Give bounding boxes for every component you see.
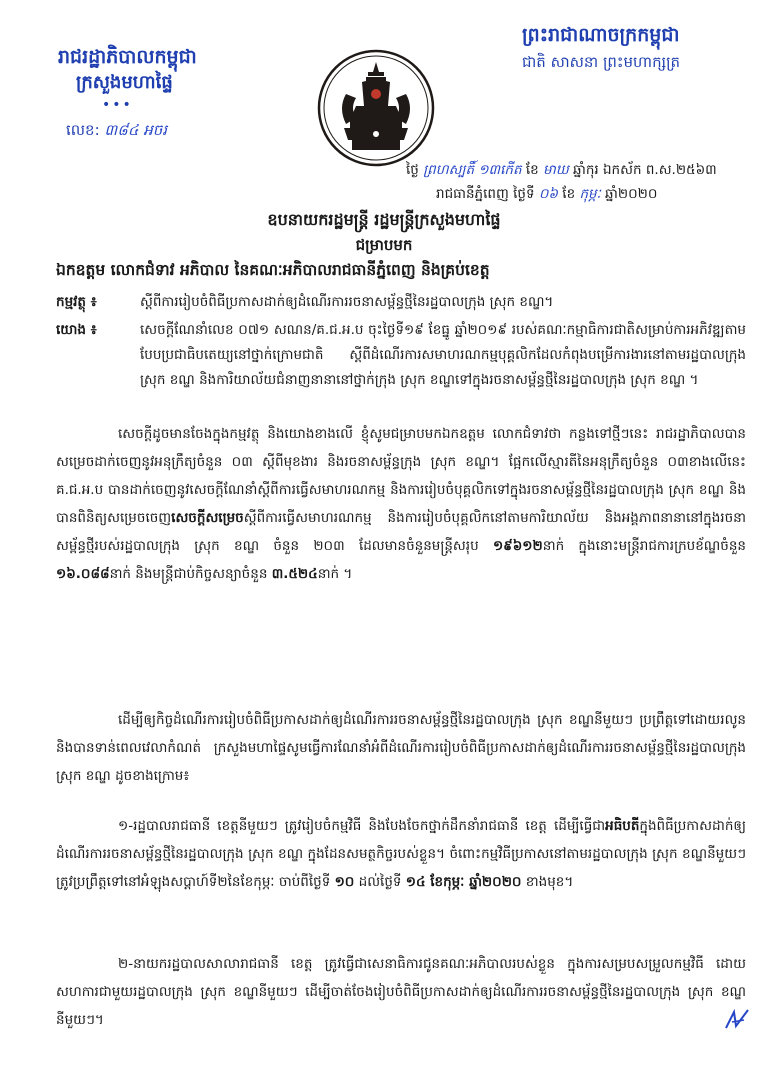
to-label: ជម្រាបមក [355,236,413,254]
recipient-line: ឯកឧត្តម លោកជំទាវ អភិបាល នៃគណៈអភិបាលរាជធានីភ្នំពេញ និងគ្រប់ខេត្ត [56,261,490,279]
reference-number [66,118,258,142]
paragraph-item-2: ២-នាយករដ្ឋបាលសាលារាជធានី ខេត្ត ត្រូវធ្វើជាសេនាធិការជូនគណៈអភិបាលរបស់ខ្លួន ក្នុងការសម្របសម្រួលកម្មវិធី ដោយសហការជាមួយរដ្ឋបាលក្រុង ស្រុក ខណ្ឌនីមួយៗ ដើម្បីចាត់ចែងរៀបចំពិធីប្រកាសដាក់ឲ្យដំណើរការរចនាសម្ព័ន្ធថ្មីនៃរដ្ឋបាលក្រុង ស្រុក ខណ្ឌនីមួយៗ។ [56,956,746,1028]
lunar-year: ឆ្នាំកុរ ឯកស័ក ព.ស.២៥៦៣ [572,162,717,178]
reference-row-label: យោង ៖ [56,322,97,338]
date-block [406,158,746,206]
lunar-month-label: ខែ [525,162,539,178]
paragraph-text: ដល់ថ្ងៃទី [354,874,406,890]
ministry-header [58,44,258,142]
lunar-prefix: ថ្ងៃ [406,162,419,178]
paragraph-item-1 [56,812,746,896]
bold-number: ១៦.០៨៨ [56,566,110,582]
paragraph-text: ស្តីពីការធ្វើសមាហរណកម្ម និងការរៀបចំបុគ្គលិកនៅតាមការិយាល័យ និងអង្គភាពនានានៅក្នុងរចនាសម្ព័ន្ធថ្មីរបស់រដ្ឋបាលក្រុង ស្រុក ខណ្ឌ ចំនួន ២០៣ ដែលមានចំនួនមន្ត្រីសរុប [56,510,746,554]
subject-label: កម្មវត្ថុ ៖ [56,294,97,310]
lunar-date [406,158,746,182]
paragraph-text: នាក់ ។ [317,566,353,582]
paragraph-text: នាក់ និងមន្ត្រីជាប់កិច្ចសន្យាចំនួន [109,566,272,582]
government-title: រាជរដ្ឋាភិបាលកម្ពុជា [58,46,197,68]
bold-text: សេចក្តីសម្រេច [171,510,244,526]
paragraph-text: នាក់ ក្នុងនោះមន្ត្រីរាជការក្របខ័ណ្ឌចំនួន [542,538,746,554]
kingdom-title: ព្រះរាជាណាចក្រកម្ពុជា [522,24,680,46]
bold-text: អធិបតី [605,818,640,834]
solar-date [436,182,746,206]
solar-month: កុម្ភៈ [579,186,601,202]
subject-text: ស្តីពីការរៀបចំពិធីប្រកាសដាក់ឲ្យដំណើរការរចនាសម្ព័ន្ធថ្មីនៃរដ្ឋបាលក្រុង ស្រុក ខណ្ឌ។ [140,294,554,310]
paragraph-intro [56,420,746,588]
bold-number: ១០ [334,874,355,890]
ministry-title: ក្រសួងមហាផ្ទៃ [76,72,173,93]
solar-month-label: ខែ [562,186,576,202]
subject-row [56,290,746,315]
lunar-month: មាឃ [542,162,569,178]
reference-label: លេខ: [66,121,100,139]
reference-value: ៣៨៤ អចរ [104,121,168,139]
kingdom-header [522,20,742,74]
paragraph-text: សេចក្តីដូចមានចែងក្នុងកម្មវត្ថុ និងយោងខាងលើ ខ្ញុំសូមជម្រាបមកឯកឧត្តម លោកជំទាវថា កន្លងទៅថ្មីៗនេះ រាជរដ្ឋាភិបាលបានសម្រេចដាក់ចេញនូវអនុក្រឹត្យចំនួន ០៣ ស្តីពីមុខងារ និងរចនាសម្ព័ន្ធក្រុង ស្រុក ខណ្ឌ។ ផ្អែកលើស្មារតីនៃអនុក្រឹត្យចំនួន ០៣ខាងលើនេះ គ.ជ.អ.ប បានដាក់ចេញនូវសេចក្តីណែនាំស្តីពីការធ្វើសមាហរណកម្ម និងការរៀបចំបុគ្គលិកទៅក្នុងរចនាសម្ព័ន្ធថ្មីនៃរដ្ឋបាលក្រុង ស្រុក ខណ្ឌ និងបានពិនិត្យសម្រេចចេញ [56,426,746,526]
solar-year: ឆ្នាំ២០២០ [605,186,658,202]
handwritten-initial-icon [722,1006,752,1036]
place-prefix: រាជធានីភ្នំពេញ ថ្ងៃទី [436,186,535,202]
bold-number: ១៩៦១២ [492,538,543,554]
bold-date: ១៤ ខែកុម្ភៈ ឆ្នាំ២០២០ [405,874,522,890]
reference-row [56,318,746,393]
royal-emblem-icon [316,48,436,168]
paragraph-text: ១-រដ្ឋបាលរាជធានី ខេត្តនីមួយៗ ត្រូវរៀបចំកម្មវិធី និងបែងចែកថ្នាក់ដឹកនាំរាជធានី ខេត្ត ដើម្បីធ្វើជា [118,818,606,834]
lunar-day: ព្រហស្បតិ៍ ១៣កើត [423,162,522,178]
solar-day: ០៦ [538,186,558,202]
sender-title: ឧបនាយករដ្ឋមន្ត្រី រដ្ឋមន្ត្រីក្រសួងមហាផ្ទៃ [267,210,501,229]
bold-number: ៣.៥២៤ [271,566,318,582]
paragraph-text: ក្នុងពិធីប្រកាសដាក់ឲ្យដំណើរការរចនាសម្ព័ន្ធថ្មីនៃរដ្ឋបាលក្រុង ស្រុក ខណ្ឌ ក្នុងដែនសមត្ថកិច្ចរបស់ខ្លួន។ ចំពោះកម្មវិធីប្រកាសនៅតាមរដ្ឋបាលក្រុង ស្រុក ខណ្ឌនីមួយៗ ត្រូវប្រព្រឹត្តទៅនៅអំឡុងសប្តាហ៍ទី២នៃខែកុម្ភៈ ចាប់ពីថ្ងៃទី [56,818,746,890]
paragraph-text: ខាងមុខ។ [521,874,574,890]
national-motto: ជាតិ សាសនា ព្រះមហាក្សត្រ [522,53,681,71]
paragraph-purpose: ដើម្បីឲ្យកិច្ចដំណើរការរៀបចំពិធីប្រកាសដាក់ឲ្យដំណើរការរចនាសម្ព័ន្ធថ្មីនៃរដ្ឋបាលក្រុង ស្រុក ខណ្ឌនីមួយៗ ប្រព្រឹត្តទៅដោយរលូន និងបានទាន់ពេលវេលាកំណត់ ក្រសួងមហាផ្ទៃសូមធ្វើការណែនាំអំពីដំណើរការរៀបចំពិធីប្រកាសដាក់ឲ្យដំណើរការរចនាសម្ព័ន្ធថ្មីនៃរដ្ឋបាលក្រុង ស្រុក ខណ្ឌ ដូចខាងក្រោម៖ [56,712,746,784]
ornament-divider: ••• [102,97,133,113]
reference-text: សេចក្តីណែនាំលេខ ០៧១ សណន/គ.ជ.អ.ប ចុះថ្ងៃទី១៩ ខែធ្នូ ឆ្នាំ២០១៩ របស់គណៈកម្មាធិការជាតិសម្រាប់ការអភិវឌ្ឍតាមបែបប្រជាធិបតេយ្យនៅថ្នាក់ក្រោមជាតិ ស្តីពីដំណើរការសមាហរណកម្មបុគ្គលិកដែលកំពុងបម្រើការងារនៅតាមរដ្ឋបាលក្រុង ស្រុក ខណ្ឌ និងការិយាល័យជំនាញនានានៅថ្នាក់ក្រុង ស្រុក ខណ្ឌទៅក្នុងរចនាសម្ព័ន្ធថ្មីនៃរដ្ឋបាលក្រុង ស្រុក ខណ្ឌ ។ [140,322,746,388]
